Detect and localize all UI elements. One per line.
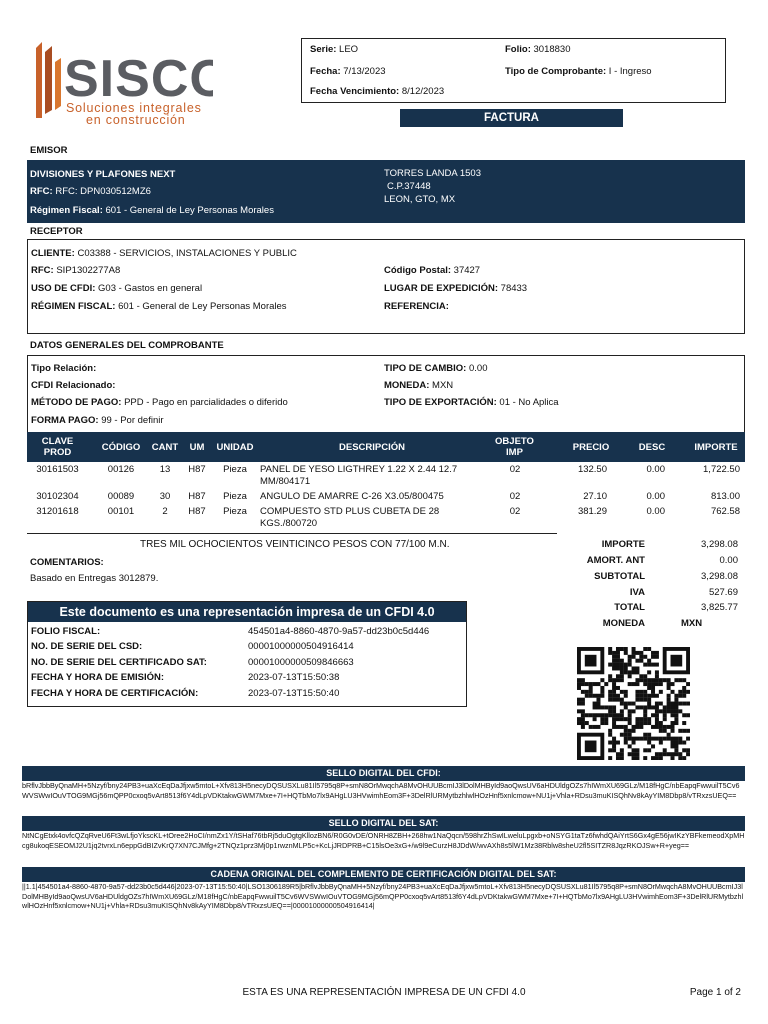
table-cell-codigo: 00126 [107, 464, 135, 475]
table-cell-unidad: Pieza [223, 491, 247, 502]
table-cell-importe: 1,722.50 [703, 464, 740, 475]
table-cell-codigo: 00101 [107, 506, 135, 517]
table-cell-objeto: 02 [509, 464, 521, 475]
tipo-comprobante-field: Tipo de Comprobante: I - Ingreso [505, 66, 652, 77]
iva-value: 527.69 [708, 587, 738, 598]
receptor-regimen: RÉGIMEN FISCAL: 601 - General de Ley Personas Morales [31, 301, 287, 312]
receptor-cliente: CLIENTE: C03388 - SERVICIOS, INSTALACIONES Y PUBLIC [31, 248, 297, 259]
table-cell-clave: 30161503 [36, 464, 79, 475]
logo-tagline-1: Soluciones integrales [66, 101, 202, 115]
certificacion-label: FECHA Y HORA DE CERTIFICACIÓN: [31, 688, 199, 699]
col-descripcion: DESCRIPCIÓN [339, 442, 405, 453]
table-cell-importe: 813.00 [710, 491, 740, 502]
subtotal-label: SUBTOTAL [594, 571, 645, 582]
table-cell-descripcion: COMPUESTO STD PLUS CUBETA DE 28 KGS./800720 [260, 506, 440, 529]
sat-cert-value: 00001000000509846663 [248, 657, 354, 668]
fecha-field: Fecha: 7/13/2023 [310, 66, 386, 77]
table-cell-um: H87 [188, 464, 206, 475]
receptor-rfc: RFC: SIP1302277A8 [31, 265, 121, 276]
receptor-referencia: REFERENCIA: [384, 301, 449, 312]
table-cell-cant: 30 [159, 491, 171, 502]
receptor-lugar-expedicion: LUGAR DE EXPEDICIÓN: 78433 [384, 283, 528, 294]
metodo-pago: MÉTODO DE PAGO: PPD - Pago en parcialidades o diferido [31, 397, 288, 408]
col-desc: DESC [638, 442, 666, 453]
emision-label: FECHA Y HORA DE EMISIÓN: [31, 672, 165, 683]
table-cell-precio: 381.29 [577, 506, 607, 517]
col-unidad: UNIDAD [216, 442, 254, 453]
receptor-box [27, 240, 745, 334]
table-cell-clave: 31201618 [36, 506, 79, 517]
col-um: UM [189, 442, 205, 453]
comentarios-text: Basado en Entregas 3012879. [30, 573, 159, 584]
emision-value: 2023-07-13T15:50:38 [248, 672, 340, 683]
datos-box [27, 356, 745, 432]
amort-value: 0.00 [719, 555, 738, 566]
moneda: MONEDA: MXN [384, 380, 454, 391]
cfdi-info-box [27, 601, 467, 707]
folio-field: Folio: 3018830 [505, 44, 571, 55]
table-cell-codigo: 00089 [107, 491, 135, 502]
table-cell-desc: 0.00 [646, 464, 665, 475]
col-importe: IMPORTE [694, 442, 738, 453]
moneda-label: MONEDA [602, 618, 645, 629]
table-cell-clave: 30102304 [36, 491, 79, 502]
sello-sat-text: NtNCgEtxk4ovfcQZqRveU6Ft3wLfjoYkscKL+tOree2HoCI/nmZx1Y/tSHaf76tbRj5duOgtgKllozBN6/R0G0vDE/ONRH8ZBH+268hw1NaQqcn/598hrZhSwILweluLpgxb+oNSYG1taTz6fwhdQAiYrtS6Gx4gE56jwIKzYBFkemeodXpMHcg8ukoqESEOMJ2U1jq2tvrxLn6eppGdBIZvKrQ7XN7CJMfg+2TNQz1prz3Mj0p1rwznMLP5c+KcLjJRDPRB+C15lsOe3xG+/w9l9eCurzH8JDdW/wvAXh8s5lW1Mz38Rblw8sheU2fl5SITZR8JqzRKOJSw+R+yeg== [22, 831, 745, 850]
table-cell-descripcion: PANEL DE YESO LIGTHREY 1.22 X 2.44 12.7 MM/804171 [260, 464, 458, 487]
page-indicator: Page 1 of 2 [689, 987, 741, 998]
emisor-section-label: EMISOR [30, 145, 68, 156]
table-cell-objeto: 02 [509, 506, 521, 517]
items-table-body [27, 464, 745, 530]
company-logo [28, 40, 213, 132]
folio-fiscal-value: 454501a4-8860-4870-9a57-dd23b0c5d446 [248, 626, 430, 637]
col-codigo: CÓDIGO [101, 442, 141, 453]
comentarios-label: COMENTARIOS: [30, 557, 104, 568]
emisor-band [27, 160, 745, 223]
emisor-address-line3: LEON, GTO, MX [384, 194, 456, 205]
col-objeto-imp: OBJETO IMP [495, 436, 534, 458]
emisor-name: DIVISIONES Y PLAFONES NEXT [30, 169, 176, 180]
moneda-value: MXN [681, 618, 703, 629]
table-cell-objeto: 02 [509, 491, 521, 502]
csd-value: 00001000000504916414 [248, 641, 354, 652]
sello-sat-title: SELLO DIGITAL DEL SAT: [22, 816, 745, 831]
subtotal-value: 3,298.08 [701, 571, 738, 582]
emisor-address-line2: C.P.37448 [387, 181, 431, 192]
amount-in-words: TRES MIL OCHOCIENTOS VEINTICINCO PESOS CON 77/100 M.N. [140, 539, 450, 550]
fecha-vencimiento-field: Fecha Vencimiento: 8/12/2023 [310, 86, 445, 97]
cadena-original-title: CADENA ORIGINAL DEL COMPLEMENTO DE CERTIFICACIÓN DIGITAL DEL SAT: [22, 867, 745, 882]
sello-cfdi-title: SELLO DIGITAL DEL CFDI: [22, 766, 745, 781]
table-cell-unidad: Pieza [223, 464, 247, 475]
items-bottom-rule [27, 533, 557, 534]
emisor-regimen: Régimen Fiscal: 601 - General de Ley Personas Morales [30, 205, 274, 216]
csd-label: NO. DE SERIE DEL CSD: [31, 641, 143, 652]
table-cell-cant: 2 [162, 506, 168, 517]
sat-cert-label: NO. DE SERIE DEL CERTIFICADO SAT: [31, 657, 207, 668]
table-cell-um: H87 [188, 491, 206, 502]
importe-value: 3,298.08 [701, 539, 738, 550]
col-precio: PRECIO [572, 442, 610, 453]
footer-note: ESTA ES UNA REPRESENTACIÓN IMPRESA DE UN CFDI 4.0 [242, 987, 526, 998]
cadena-original-text: ||1.1|454501a4-8860-4870-9a57-dd23b0c5d446|2023-07-13T15:50:40|LSO1306189R5|bRflvJbbByQnaMH+5Nzyf/bny24PB3+uaXcEqDaJfjxw5mtoL+Xfv813H5necyDQSUSXLu81Il5795q8P+smN8OrMwqchA8MvOHUUBcmIJ3lDolMHById9aoQwsUV6aHDUldgOZs7hIWmXU69GLz/M18fHgC/nbEapqFwwuilT5Cv6WVSWwIOuVTOG9MGj56mQPP0cxoq5vArt8513f6Y4dLpVDKtakwGWM7Mxe+7I+HQTbMo7lx9AHgLU3HVwimhEom3F+3DelRlURMytbzhlwlHOzHnf5xnlcmow+NU1j+Vhla+RDsu3muKISQhNv8kAyYIM8Dbp8/vTRxzsUEQ==|00001000000504916414| [22, 882, 744, 911]
tipo-cambio: TIPO DE CAMBIO: 0.00 [384, 363, 488, 374]
document-title: FACTURA [400, 109, 623, 127]
totals-block [560, 539, 745, 634]
certificacion-value: 2023-07-13T15:50:40 [248, 688, 340, 699]
logo-tagline-2: en construcción [86, 113, 186, 127]
table-cell-importe: 762.58 [710, 506, 740, 517]
tipo-relacion: Tipo Relación: [31, 363, 97, 374]
table-cell-desc: 0.00 [646, 491, 665, 502]
tipo-exportacion: TIPO DE EXPORTACIÓN: 01 - No Aplica [384, 397, 559, 408]
emisor-rfc: RFC: RFC: DPN030512MZ6 [30, 186, 151, 197]
sello-cfdi-text: bRflvJbbByQnaMH+5Nzyf/bny24PB3+uaXcEqDaJfjxw5mtoL+Xfv813H5necyDQSUSXLu81Il5795q8P+smN8OrMwqchA8MvOHUUBcmIJ3lDolMHById9aoQwsUV6aHDUldgOZs7hIWmXU69GLz/M18fHgC/nbEapqFwwuilT5Cv6WVSWwIOuVTOG9MGj56mQPP0cxoq5vArt8513f6Y4dLpVDKtakwGWM7Mxe+7I+HQTbMo7lx9AHgLU3HVwimhEom3F+3DelRlURMytbzhlwlHOzHnf5xnlcmow+NU1j+Vhla+RDsu3muKISQhNv8kAyYIM8Dbp8/vTRxzsUEQ== [22, 781, 740, 800]
col-clave-prod: CLAVE PROD [41, 436, 74, 458]
logo-brand-text: SISCO [64, 50, 213, 108]
cfdi-title: Este documento es una representación impresa de un CFDI 4.0 [28, 602, 466, 622]
receptor-codigo-postal: Código Postal: 37427 [384, 265, 481, 276]
table-cell-descripcion: ANGULO DE AMARRE C-26 X3.05/800475 [260, 491, 444, 502]
items-table-header [27, 432, 745, 462]
invoice-header-box [301, 38, 726, 103]
receptor-uso-cfdi: USO DE CFDI: G03 - Gastos en general [31, 283, 203, 294]
total-label: TOTAL [614, 602, 645, 613]
col-cant: CANT [151, 442, 179, 453]
forma-pago: FORMA PAGO: 99 - Por definir [31, 415, 164, 426]
serie-field: Serie: LEO [310, 44, 359, 55]
table-cell-unidad: Pieza [223, 506, 247, 517]
table-cell-um: H87 [188, 506, 206, 517]
cfdi-relacionado: CFDI Relacionado: [31, 380, 116, 391]
table-cell-precio: 27.10 [583, 491, 607, 502]
importe-label: IMPORTE [601, 539, 645, 550]
folio-fiscal-label: FOLIO FISCAL: [31, 626, 101, 637]
datos-section-label: DATOS GENERALES DEL COMPROBANTE [30, 340, 224, 351]
total-value: 3,825.77 [701, 602, 738, 613]
table-cell-desc: 0.00 [646, 506, 665, 517]
qr-code [577, 647, 690, 760]
emisor-address-line1: TORRES LANDA 1503 [384, 168, 481, 179]
table-cell-cant: 13 [159, 464, 171, 475]
receptor-section-label: RECEPTOR [30, 226, 83, 237]
amort-label: AMORT. ANT [586, 555, 645, 566]
iva-label: IVA [629, 587, 645, 598]
table-cell-precio: 132.50 [577, 464, 607, 475]
